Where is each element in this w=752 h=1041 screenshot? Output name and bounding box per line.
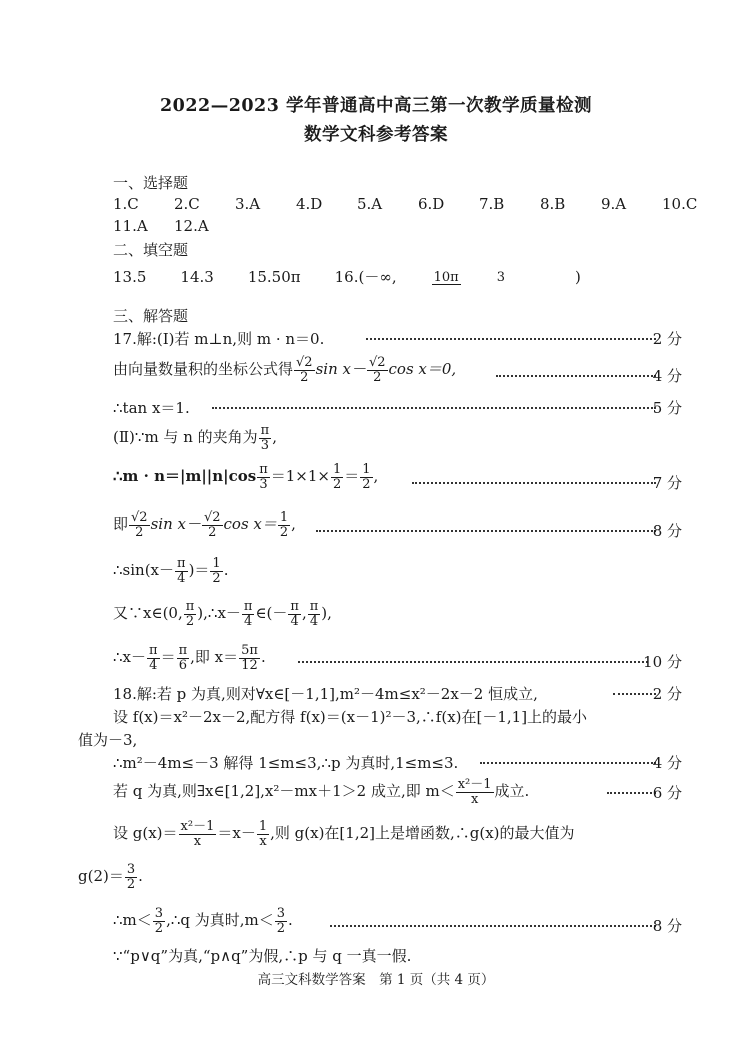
answer-4: 4.D	[296, 195, 323, 213]
fraction	[456, 778, 494, 806]
answer-6: 6.D	[418, 195, 445, 213]
denominator: x	[259, 833, 267, 849]
denominator: 4	[149, 657, 158, 673]
text: .	[288, 911, 293, 930]
fraction	[175, 557, 188, 585]
fraction	[288, 600, 301, 628]
fraction-denominator: 3	[496, 269, 505, 285]
text: ＝1×1×	[270, 467, 330, 486]
fraction	[360, 463, 372, 491]
section-heading-choice: 一、选择题	[113, 174, 189, 192]
numerator: √2	[368, 355, 386, 370]
fraction	[294, 356, 315, 384]
answer-5: 5.A	[357, 195, 383, 213]
fraction	[242, 600, 255, 628]
q18-line2: 设 f(x)＝x²－2x－2,配方得 f(x)＝(x－1)²－3,∴f(x)在[－1,1]上的最小	[113, 708, 588, 726]
numerator: 1	[279, 510, 289, 525]
text: cos x＝	[223, 515, 277, 534]
score-10: 10 分	[643, 653, 682, 671]
answer-2: 2.C	[174, 195, 200, 213]
text: ∴m＜	[113, 911, 152, 930]
fraction	[210, 557, 222, 585]
denominator: 2	[300, 369, 309, 385]
answer-10: 10.C	[662, 195, 698, 213]
leader-dots	[316, 530, 656, 532]
leader-dots	[298, 661, 648, 663]
fraction	[257, 820, 269, 848]
numerator: √2	[131, 510, 148, 525]
answer-1: 1.C	[113, 195, 139, 213]
score-2: 2 分	[652, 685, 682, 703]
text: .	[138, 867, 143, 886]
fraction	[184, 600, 197, 628]
score-8: 8 分	[652, 522, 682, 540]
leader-dots	[330, 925, 656, 927]
numerator: √2	[203, 510, 221, 525]
text: ,	[272, 428, 277, 447]
numerator: π	[260, 423, 270, 438]
answer-8: 8.B	[540, 195, 566, 213]
text: ＝	[160, 648, 176, 667]
numerator: 1	[362, 462, 371, 477]
numerator: π	[177, 556, 186, 571]
text: .	[260, 648, 266, 667]
text: ＝x－	[217, 824, 256, 843]
section-heading-fill: 二、填空题	[113, 241, 189, 259]
text: .	[223, 561, 229, 580]
text: ,即 x＝	[190, 648, 239, 667]
answer-13: 13.5	[113, 268, 147, 286]
denominator: 2	[208, 524, 217, 540]
denominator: 2	[212, 570, 221, 586]
numerator: π	[178, 643, 188, 658]
text: 由向量数量积的坐标公式得	[113, 360, 294, 379]
score-8: 8 分	[652, 917, 682, 935]
denominator: 2	[135, 524, 144, 540]
denominator: 3	[259, 476, 268, 492]
answer-16-fraction	[432, 271, 541, 286]
fraction	[147, 644, 160, 672]
text: ＝	[344, 467, 360, 486]
denominator: 4	[290, 613, 299, 629]
numerator: 1	[332, 462, 342, 477]
text: (Ⅱ)∵m 与 n 的夹角为	[113, 428, 258, 447]
text: ,则 g(x)在[1,2]上是增函数,∴g(x)的最大值为	[270, 824, 575, 843]
denominator: 2	[373, 369, 382, 385]
fraction-numerator: 10π	[433, 269, 459, 285]
score-4: 4 分	[652, 754, 682, 772]
answer-3: 3.A	[235, 195, 261, 213]
numerator: π	[149, 643, 158, 658]
answer-7: 7.B	[479, 195, 505, 213]
score-4: 4 分	[652, 367, 682, 385]
numerator: 3	[154, 906, 164, 921]
q18-line4: ∴m²－4m≤－3 解得 1≤m≤3,∴p 为真时,1≤m≤3.	[113, 754, 459, 772]
denominator: 2	[185, 613, 195, 629]
denominator: x	[193, 833, 202, 849]
answer-16-suffix: )	[574, 268, 581, 286]
document-title: 2022—2023 学年普通高中高三第一次教学质量检测	[159, 96, 592, 116]
q17-line2	[113, 356, 456, 384]
fraction	[278, 511, 290, 539]
text: 若 q 为真,则∃x∈[1,2],x²－mx＋1＞2 成立,即 m＜	[113, 782, 455, 801]
text: ∴m · n＝|m||n|cos	[113, 467, 257, 486]
numerator: 1	[212, 556, 221, 571]
text: 即	[113, 515, 129, 534]
answer-14: 14.3	[180, 268, 214, 286]
numerator: 3	[126, 862, 136, 877]
q17-line4	[113, 424, 277, 452]
page-footer: 高三文科数学答案 第 1 页（共 4 页）	[257, 972, 495, 988]
answer-15: 15.50π	[247, 268, 301, 286]
numerator: 1	[258, 819, 268, 834]
text: cos x＝0,	[388, 360, 457, 379]
text: 又∵x∈(0,	[113, 604, 183, 623]
q18-line7	[78, 863, 143, 891]
denominator: 12	[241, 657, 258, 673]
text: ∈(－	[255, 604, 288, 623]
q18-line3: 值为－3,	[78, 731, 138, 749]
leader-dots	[366, 338, 656, 340]
text: 成立.	[494, 782, 530, 801]
denominator: 4	[244, 613, 253, 629]
denominator: 2	[362, 476, 371, 492]
leader-dots	[212, 407, 656, 409]
denominator: 6	[178, 657, 187, 673]
numerator: x²－1	[180, 819, 215, 834]
score-6: 6 分	[652, 784, 682, 802]
fraction	[275, 907, 287, 935]
section-heading-solution: 三、解答题	[113, 307, 189, 325]
fraction	[177, 644, 190, 672]
q17-line8	[113, 600, 332, 628]
denominator: 3	[260, 437, 270, 453]
text: sin x－	[150, 515, 201, 534]
text: ∴sin(x－	[113, 561, 175, 580]
score-2: 2 分	[652, 330, 682, 348]
q18-line6	[113, 820, 575, 848]
text: ,	[301, 604, 307, 623]
q18-line5	[113, 778, 529, 806]
numerator: 5π	[241, 643, 258, 658]
text: ,∴q 为真时,m＜	[166, 911, 274, 930]
q17-line6	[113, 511, 296, 539]
denominator: 2	[279, 524, 289, 540]
text: ),	[321, 604, 332, 623]
choice-answers-row1	[113, 195, 697, 213]
numerator: √2	[296, 355, 313, 370]
fraction	[331, 463, 343, 491]
fraction	[239, 644, 260, 672]
fraction	[125, 863, 137, 891]
fraction	[129, 511, 150, 539]
leader-dots	[412, 482, 656, 484]
q18-line8	[113, 907, 293, 935]
denominator: 2	[332, 476, 342, 492]
fraction	[202, 511, 223, 539]
q17-line7	[113, 557, 228, 585]
text: ,	[373, 467, 379, 486]
numerator: x²－1	[457, 777, 492, 792]
q17-line9	[113, 644, 266, 672]
fraction	[308, 600, 321, 628]
text: )＝	[188, 561, 210, 580]
q17-line3: ∴tan x＝1.	[113, 399, 190, 417]
fraction	[367, 356, 388, 384]
denominator: 2	[126, 876, 136, 892]
numerator: π	[243, 599, 253, 614]
q18-line9: ∵“p∨q”为真,“p∧q”为假,∴p 与 q 一真一假.	[113, 947, 412, 965]
fraction	[257, 463, 270, 491]
text: ,	[291, 515, 296, 534]
q17-line5	[113, 463, 378, 491]
numerator: π	[185, 599, 195, 614]
fraction	[179, 820, 217, 848]
score-7: 7 分	[652, 474, 682, 492]
denominator: 4	[309, 613, 319, 629]
q17-line1: 17.解:(Ⅰ)若 m⊥n,则 m · n＝0.	[113, 330, 325, 348]
answer-11: 11.A	[113, 217, 148, 235]
numerator: π	[309, 599, 319, 614]
text: ∴x－	[113, 648, 147, 667]
answer-12: 12.A	[174, 217, 209, 235]
q18-line1: 18.解:若 p 为真,则对∀x∈[－1,1],m²－4m≤x²－2x－2 恒成立,	[113, 685, 538, 703]
numerator: π	[259, 462, 268, 477]
text: g(2)＝	[78, 867, 124, 886]
numerator: 3	[276, 906, 286, 921]
numerator: π	[290, 599, 299, 614]
answer-16	[335, 266, 615, 287]
score-5: 5 分	[652, 399, 682, 417]
text: ),∴x－	[197, 604, 241, 623]
text: 设 g(x)＝	[113, 824, 178, 843]
fraction	[153, 907, 165, 935]
denominator: 4	[177, 570, 186, 586]
fraction	[259, 424, 272, 452]
answer-9: 9.A	[601, 195, 627, 213]
denominator: x	[470, 791, 479, 807]
denominator: 2	[276, 920, 286, 936]
answer-16-prefix: 16.(－∞,	[334, 268, 397, 286]
choice-answers-row2	[113, 217, 235, 235]
fill-answers-row	[113, 266, 615, 287]
document-subtitle: 数学文科参考答案	[304, 125, 448, 145]
text: sin x－	[315, 360, 366, 379]
denominator: 2	[154, 920, 164, 936]
